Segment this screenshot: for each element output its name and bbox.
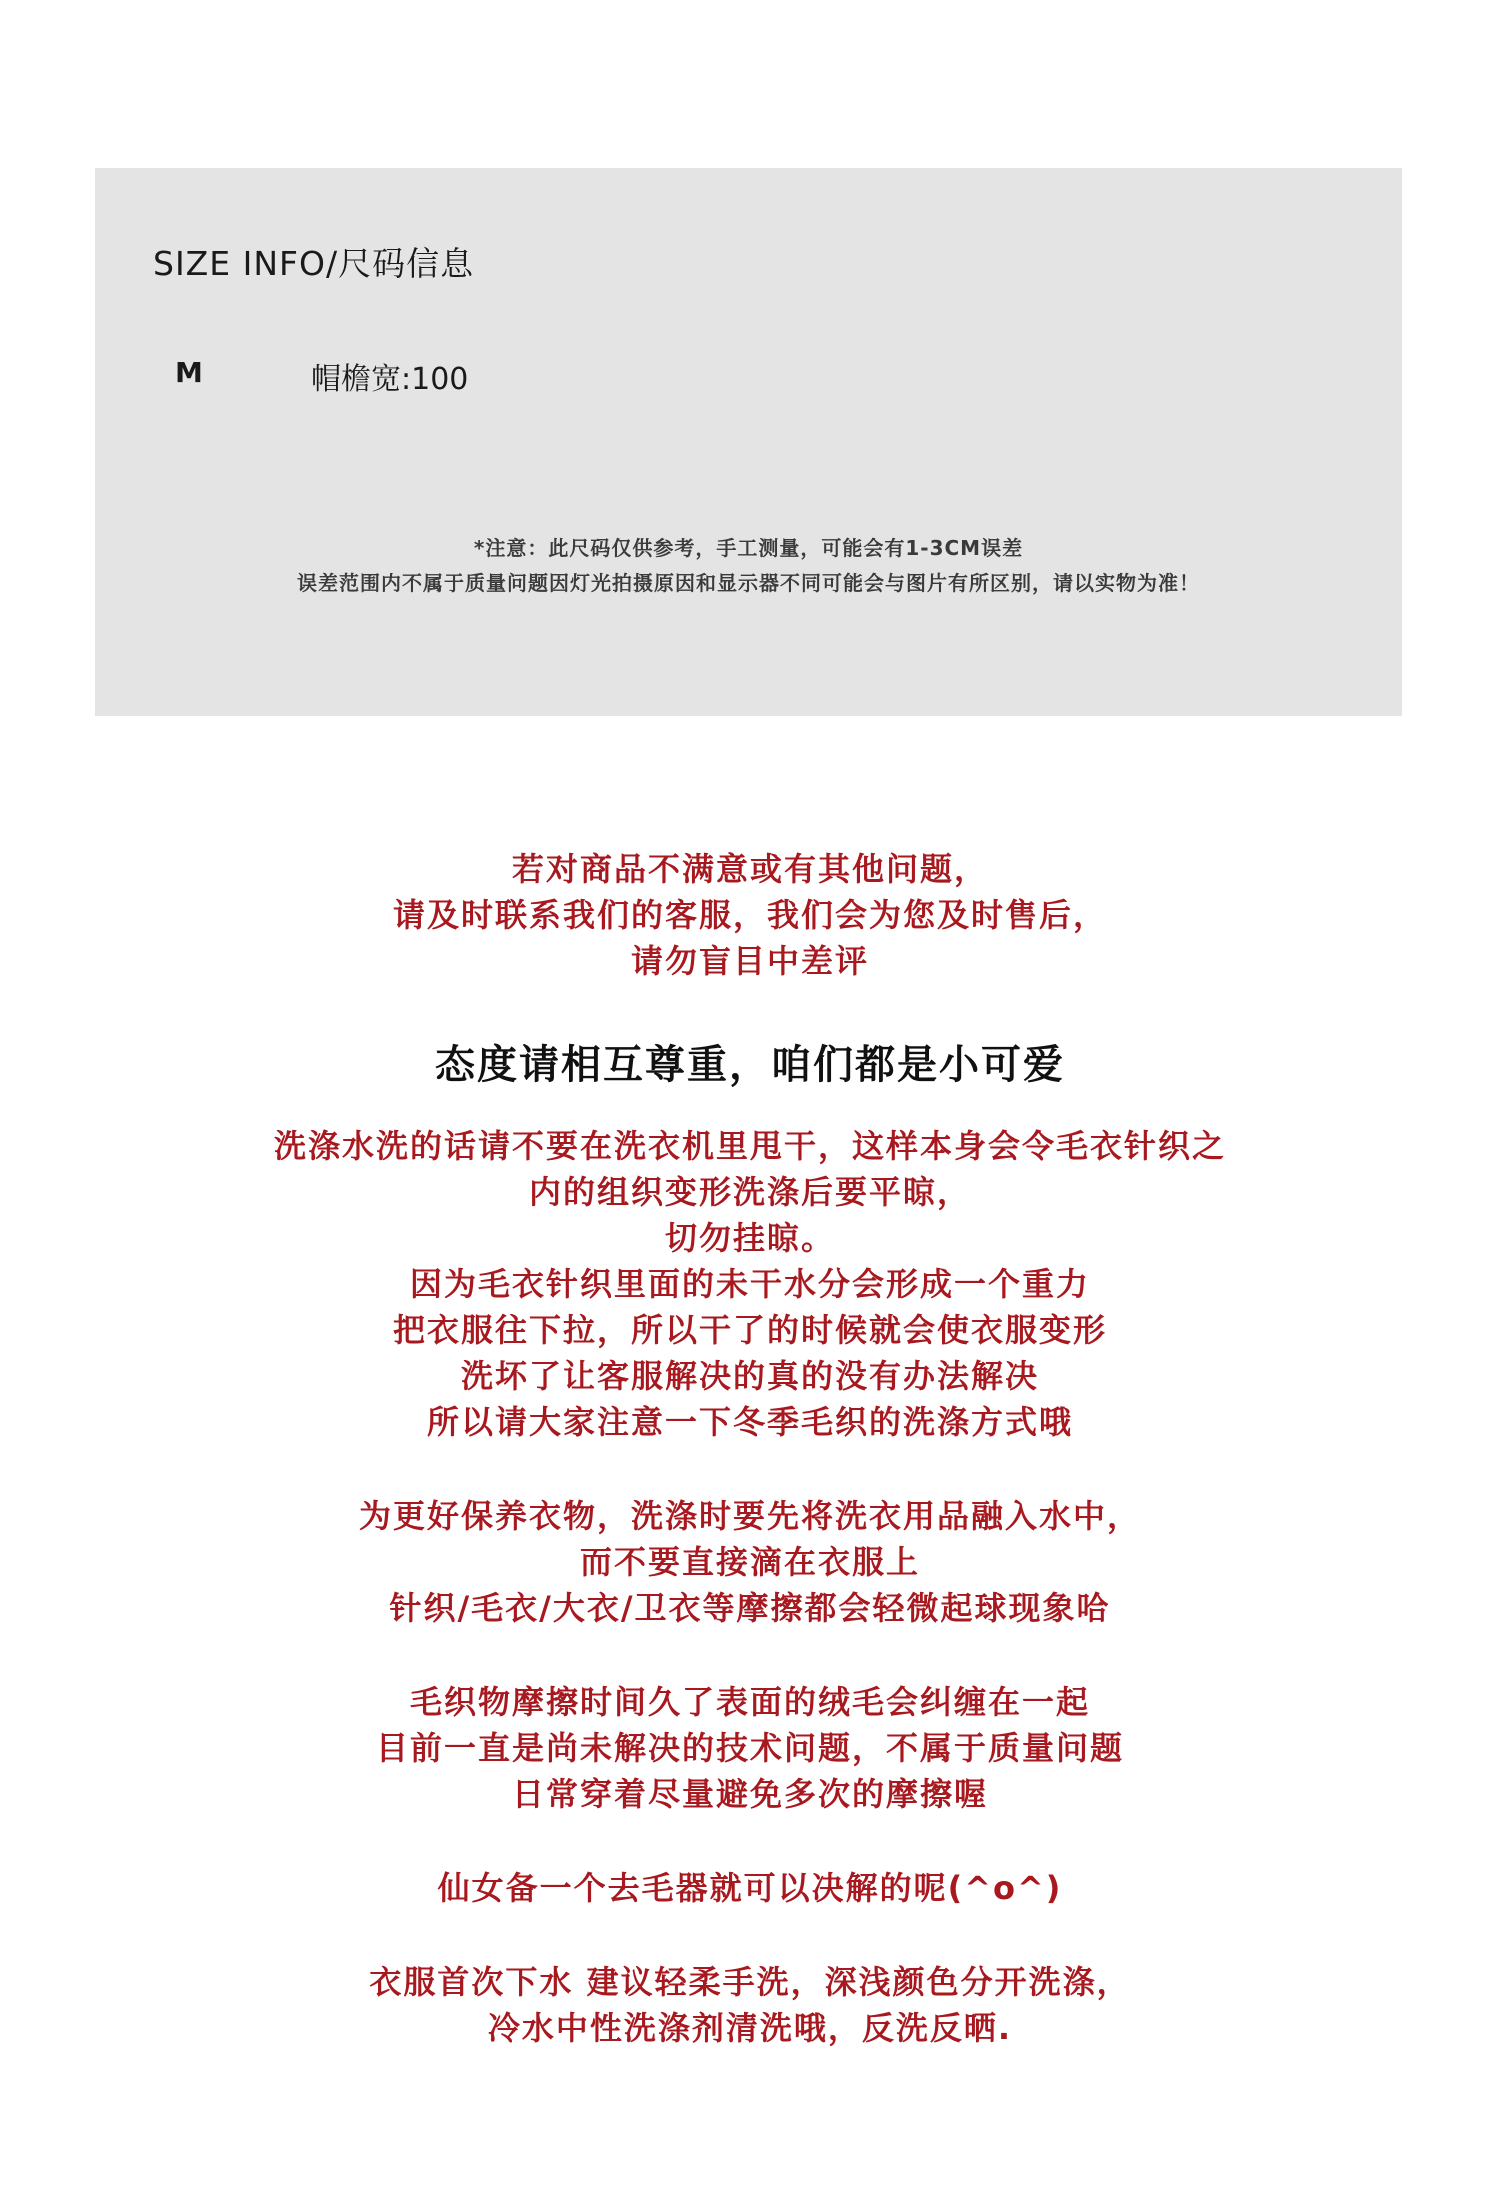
washing-instructions: [0, 1123, 1500, 1445]
size-disclaimer: [95, 531, 1402, 601]
service-line: 请及时联系我们的客服，我们会为您及时售后，: [392, 896, 1107, 934]
respect-headline: 态度请相互尊重，咱们都是小可爱: [435, 1042, 1065, 1088]
lint-remover-tip: 仙女备一个去毛器就可以决解的呢(^o^): [437, 1869, 1063, 1907]
maintenance-instructions: [0, 1493, 1500, 1631]
washing-line: 因为毛衣针织里面的未干水分会形成一个重力: [409, 1265, 1090, 1303]
washing-line: 洗涤水洗的话请不要在洗衣机里甩干，这样本身会令毛衣针织之: [273, 1127, 1226, 1165]
first-wash-line: 衣服首次下水 建议轻柔手洗，深浅颜色分开洗涤，: [369, 1963, 1131, 2001]
service-line: 若对商品不满意或有其他问题，: [511, 850, 988, 888]
service-notice: [0, 846, 1500, 984]
washing-line: 把衣服往下拉，所以干了的时候就会使衣服变形: [392, 1311, 1107, 1349]
pilling-line: 日常穿着尽量避免多次的摩擦喔: [511, 1775, 988, 1813]
pilling-line: 目前一直是尚未解决的技术问题，不属于质量问题: [375, 1729, 1124, 1767]
maintenance-line: 针织/毛衣/大衣/卫衣等摩擦都会轻微起球现象哈: [389, 1589, 1111, 1627]
size-info-title: SIZE INFO/尺码信息: [153, 244, 475, 283]
maintenance-line: 而不要直接滴在衣服上: [579, 1543, 920, 1581]
size-measurement: 帽檐宽:100: [311, 362, 469, 397]
maintenance-line: 为更好保养衣物，洗涤时要先将洗衣用品融入水中，: [358, 1497, 1141, 1535]
service-line: 请勿盲目中差评: [630, 942, 869, 980]
pilling-line: 毛织物摩擦时间久了表面的绒毛会纠缠在一起: [409, 1683, 1090, 1721]
size-disclaimer-line: 误差范围内不属于质量问题因灯光拍摄原因和显示器不同可能会与图片有所区别，请以实物为准！: [297, 571, 1200, 595]
size-label: M: [175, 356, 203, 389]
first-wash-advice: [0, 1959, 1500, 2051]
size-info-panel: [95, 168, 1402, 716]
first-wash-line: 冷水中性洗涤剂清洗哦，反洗反晒.: [487, 2009, 1013, 2047]
pilling-notice: [0, 1679, 1500, 1817]
size-disclaimer-line: *注意：此尺码仅供参考，手工测量，可能会有1-3CM误差: [473, 536, 1024, 560]
washing-line: 所以请大家注意一下冬季毛织的洗涤方式哦: [426, 1403, 1073, 1441]
washing-line: 切勿挂晾。: [664, 1219, 835, 1257]
washing-line: 内的组织变形洗涤后要平晾，: [528, 1173, 971, 1211]
washing-line: 洗坏了让客服解决的真的没有办法解决: [460, 1357, 1039, 1395]
